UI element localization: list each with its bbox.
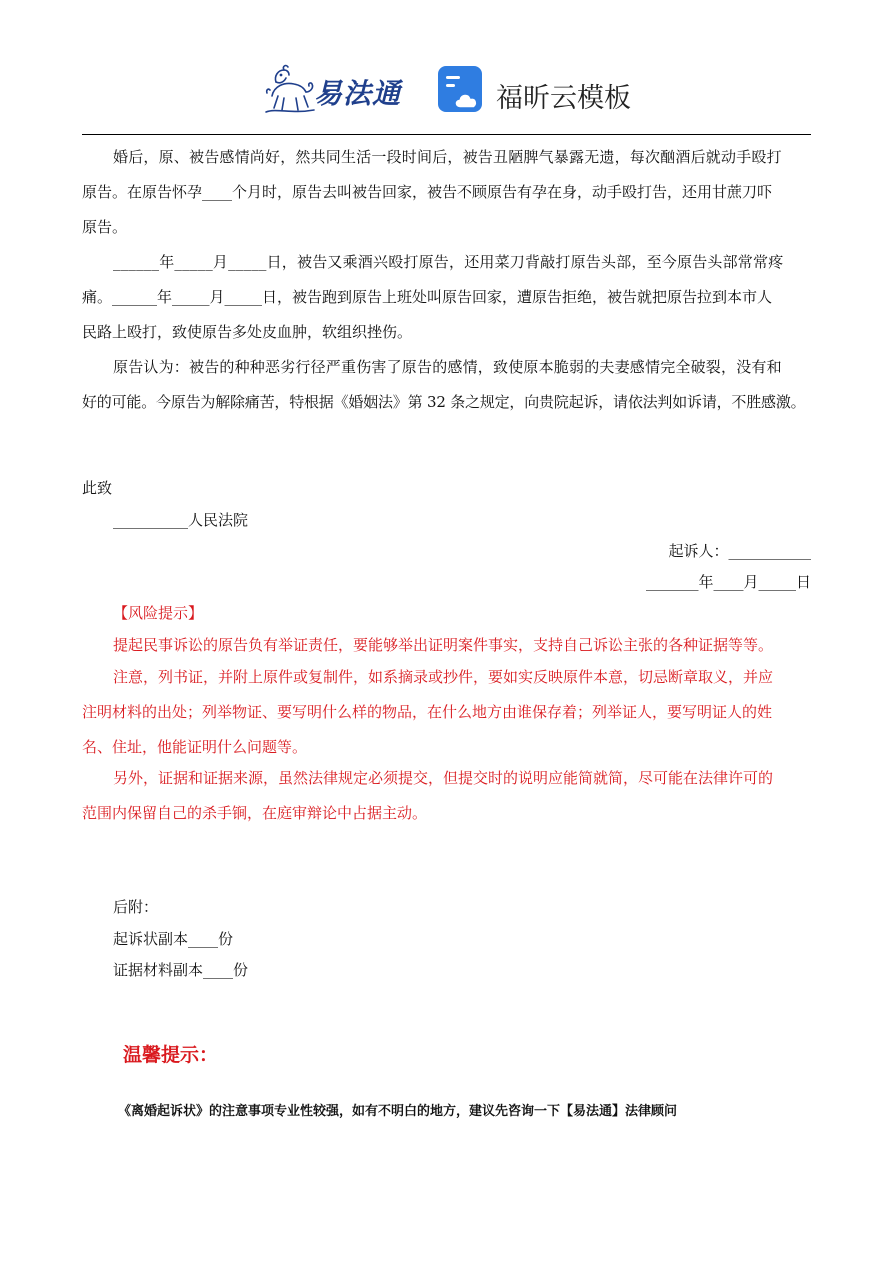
risk-title: 【风险提示】 [113,604,204,622]
plaintiff-signature: 起诉人：___________ [668,542,811,560]
salutation: 此致 [82,479,113,497]
body-paragraph-1-line-2: 原告。在原告怀孕____个月时，原告去叫被告回家，被告不顾原告有孕在身，动手殴打告，还用甘蔗刀吓 [82,183,773,201]
risk-paragraph-3-line-1: 另外，证据和证据来源，虽然法律规定必须提交，但提交时的说明应能简就简，尽可能在法律许可的 [113,769,774,787]
body-paragraph-2-line-1: ______年_____月_____日，被告又乘酒兴殴打原告，还用菜刀背敲打原告头部，至今原告头部常常疼 [113,253,784,271]
body-paragraph-2-line-3: 民路上殴打，致使原告多处皮血肿，软组织挫伤。 [82,323,413,341]
court-name: __________人民法院 [113,511,249,529]
risk-paragraph-2-line-2: 注明材料的出处；列举物证、要写明什么样的物品，在什么地方由谁保存着；列举证人，要写明证人的姓 [82,703,773,721]
document-body [82,140,822,420]
page-header [0,58,893,128]
appendix-title: 后附： [113,898,159,916]
fuxin-logo [436,64,636,120]
appendix-item-evidence-copies: 证据材料副本____份 [113,961,249,979]
appendix-item-complaint-copies: 起诉状副本____份 [113,930,234,948]
warm-tip-body: 《离婚起诉状》的注意事项专业性较强，如有不明白的地方，建议先咨询一下【易法通】法律顾问 [118,1104,678,1119]
risk-paragraph-3-line-2: 范围内保留自己的杀手锏，在庭审辩论中占据主动。 [82,804,428,822]
body-paragraph-2-line-2: 痛。______年_____月_____日，被告跑到原告上班处叫原告回家，遭原告拒绝，被告就把原告拉到本市人 [82,288,773,306]
risk-paragraph-2-line-3: 名、住址，他能证明什么问题等。 [82,738,308,756]
qilin-icon [262,62,318,118]
signature-date: _______年____月_____日 [645,573,811,591]
body-paragraph-3-line-1: 原告认为：被告的种种恶劣行径严重伤害了原告的感情，致使原本脆弱的夫妻感情完全破裂，没有和 [113,358,782,376]
cloud-document-icon [436,64,488,116]
yifatong-logo-text: 易法通 [314,77,402,110]
risk-paragraph-2-line-1: 注意，列书证，并附上原件或复制件，如系摘录或抄件，要如实反映原件本意，切忌断章取义，并应 [113,668,774,686]
body-paragraph-3-line-2: 好的可能。今原告为解除痛苦，特根据《婚姻法》第 32 条之规定，向贵院起诉，请依法判如诉请，不胜感激。 [82,393,806,411]
body-paragraph-1-line-1: 婚后，原、被告感情尚好，然共同生活一段时间后，被告丑陋脾气暴露无遗，每次酗酒后就动手殴打 [113,148,782,166]
yifatong-logo [262,62,414,118]
header-divider [82,134,811,135]
fuxin-logo-text: 福昕云模板 [496,83,631,114]
risk-paragraph-1-line-1: 提起民事诉讼的原告负有举证责任，要能够举出证明案件事实，支持自己诉讼主张的各种证据等等。 [113,636,774,654]
warm-tip-title: 温馨提示： [123,1044,219,1066]
body-paragraph-1-line-3: 原告。 [82,218,128,236]
